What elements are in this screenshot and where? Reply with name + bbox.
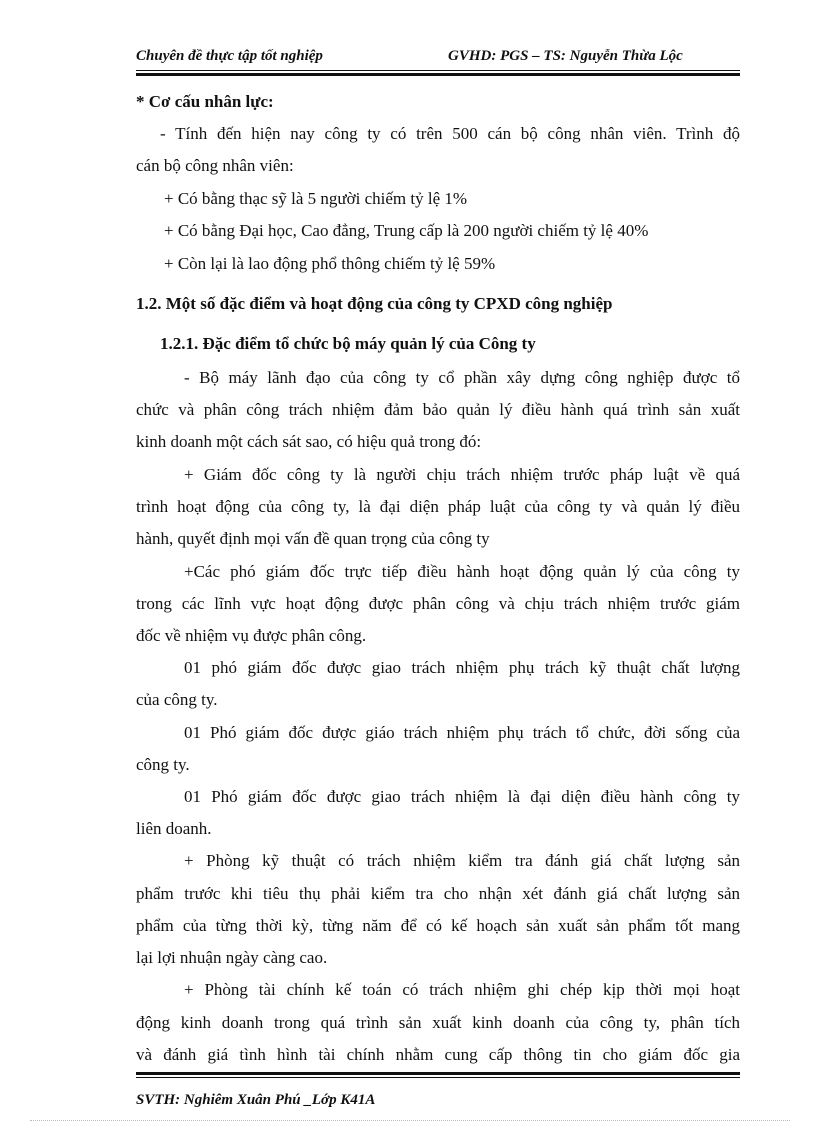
paragraph-line: lại lợi nhuận ngày càng cao. xyxy=(136,948,328,967)
paragraph-line: chức và phân công trách nhiệm đảm bảo quản lý điều hành quá trình sản xuất xyxy=(136,400,740,419)
paragraph-line: 01 Phó giám đốc được giáo trách nhiệm phụ trách tổ chức, đời sống của xyxy=(184,723,740,742)
paragraph-line: hành, quyết định mọi vấn đề quan trọng của công ty xyxy=(136,529,490,548)
page-header xyxy=(136,48,740,70)
paragraph-line: trình hoạt động của công ty, là đại diện pháp luật của công ty và quản lý điều xyxy=(136,497,740,516)
paragraph-line: + Phòng tài chính kế toán có trách nhiệm ghi chép kịp thời mọi hoạt xyxy=(184,980,740,999)
paragraph-line: - Bộ máy lãnh đạo của công ty cổ phần xây dựng công nghiệp được tổ xyxy=(184,368,740,387)
paragraph-line: công ty. xyxy=(136,755,190,774)
paragraph-line: trong các lĩnh vực hoạt động được phân công và chịu trách nhiệm trước giám xyxy=(136,594,740,613)
paragraph-line: kinh doanh một cách sát sao, có hiệu quả trong đó: xyxy=(136,432,482,451)
paragraph-line: đốc về nhiệm vụ được phân công. xyxy=(136,626,367,645)
page-bottom-divider xyxy=(30,1120,790,1122)
paragraph-line: phẩm trước khi tiêu thụ phải kiểm tra cho nhận xét đánh giá chất lượng sản xyxy=(136,884,740,903)
paragraph-line: 01 Phó giám đốc được giao trách nhiệm là đại diện điều hành công ty xyxy=(184,787,740,806)
page-footer: SVTH: Nghiêm Xuân Phú _Lớp K41A xyxy=(136,1092,376,1108)
paragraph-line: động kinh doanh trong quá trình sản xuất kinh doanh của công ty, phân tích xyxy=(136,1013,740,1032)
paragraph-line: cán bộ công nhân viên: xyxy=(136,156,294,175)
list-item: + Có bằng Đại học, Cao đẳng, Trung cấp là 200 người chiếm tỷ lệ 40% xyxy=(164,221,649,240)
paragraph-line: phẩm của từng thời kỳ, từng năm để có kế hoạch sản xuất sản phẩm tốt mang xyxy=(136,916,740,935)
header-rule-thick xyxy=(136,73,740,76)
header-rule-thin xyxy=(136,70,740,71)
subsection-heading: 1.2.1. Đặc điểm tổ chức bộ máy quản lý của Công ty xyxy=(160,334,536,353)
paragraph-line: + Giám đốc công ty là người chịu trách nhiệm trước pháp luật về quá xyxy=(184,465,740,484)
list-item: + Còn lại là lao động phổ thông chiếm tỷ lệ 59% xyxy=(164,254,496,273)
paragraph-line: + Phòng kỹ thuật có trách nhiệm kiểm tra đánh giá chất lượng sản xyxy=(184,851,740,870)
list-item: + Có bằng thạc sỹ là 5 người chiếm tỷ lệ 1% xyxy=(164,189,468,208)
paragraph-line: +Các phó giám đốc trực tiếp điều hành hoạt động quản lý của công ty xyxy=(184,562,740,581)
paragraph-line: - Tính đến hiện nay công ty có trên 500 cán bộ công nhân viên. Trình độ xyxy=(160,124,740,143)
footer-rule-thick xyxy=(136,1072,740,1075)
paragraph-line: của công ty. xyxy=(136,690,218,709)
paragraph-line: và đánh giá tình hình tài chính nhằm cung cấp thông tin cho giám đốc gia xyxy=(136,1045,740,1064)
header-document-title: Chuyên đề thực tập tốt nghiệp xyxy=(136,48,323,64)
header-supervisor: GVHD: PGS – TS: Nguyễn Thừa Lộc xyxy=(448,48,683,64)
section-heading-workforce: * Cơ cấu nhân lực: xyxy=(136,92,274,111)
paragraph-line: 01 phó giám đốc được giao trách nhiệm phụ trách kỹ thuật chất lượng xyxy=(184,658,740,677)
footer-rule-thin xyxy=(136,1077,740,1078)
paragraph-line: liên doanh. xyxy=(136,819,212,838)
section-heading: 1.2. Một số đặc điểm và hoạt động của công ty CPXD công nghiệp xyxy=(136,294,613,313)
